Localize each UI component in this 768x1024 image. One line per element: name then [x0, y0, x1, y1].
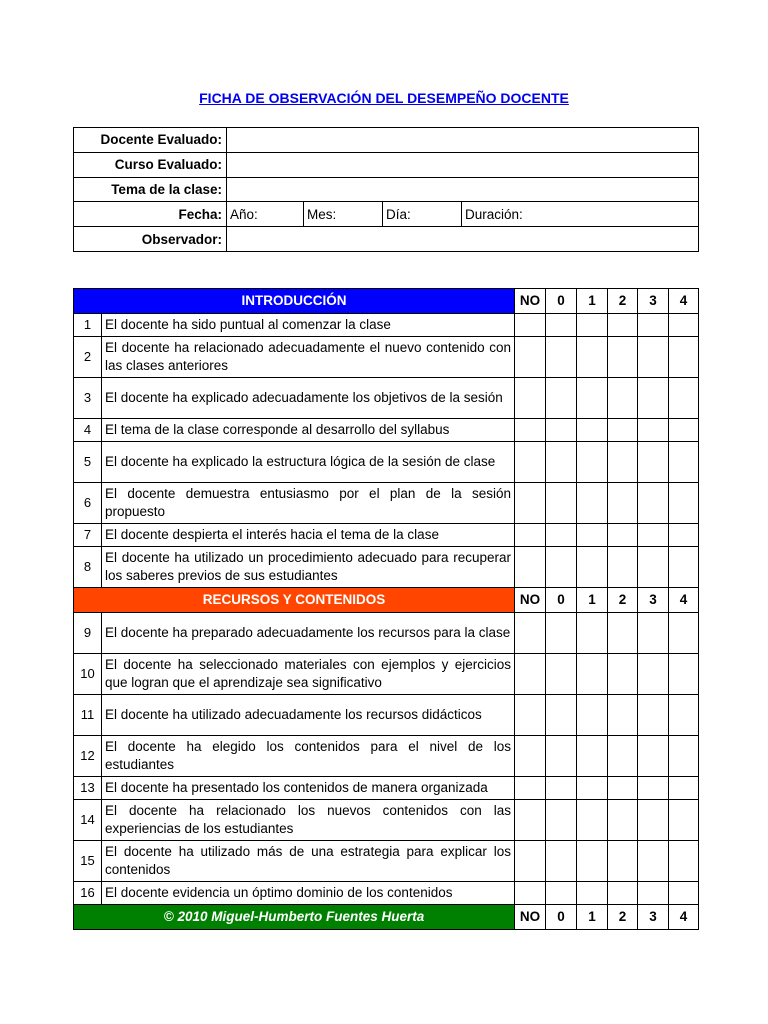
score-cell-2[interactable] [608, 547, 638, 588]
score-cell-0[interactable] [546, 483, 577, 524]
duracion-field[interactable]: Duración: [462, 202, 699, 227]
fecha-label: Fecha: [74, 202, 227, 227]
curso-label: Curso Evaluado: [74, 152, 227, 177]
section-introduccion-header [74, 289, 699, 314]
score-cell-1[interactable] [577, 882, 608, 905]
score-cell-4[interactable] [669, 695, 699, 736]
score-cell-no[interactable] [515, 736, 546, 777]
score-cell-3[interactable] [638, 442, 669, 483]
table-row [74, 378, 699, 419]
table-row [74, 314, 699, 337]
score-cell-1[interactable] [577, 777, 608, 800]
score-cell-0[interactable] [546, 882, 577, 905]
item-criterion: El docente ha preparado adecuadamente los recursos para la clase [102, 613, 515, 654]
score-cell-2[interactable] [608, 613, 638, 654]
section-recursos-header-title: RECURSOS Y CONTENIDOS [74, 588, 515, 613]
score-cell-1[interactable] [577, 841, 608, 882]
score-cell-1[interactable] [577, 337, 608, 378]
score-header-4: 4 [669, 588, 699, 613]
item-criterion: El docente ha explicado la estructura lógica de la sesión de clase [102, 442, 515, 483]
footer-row [74, 905, 699, 930]
score-cell-0[interactable] [546, 613, 577, 654]
table-row [74, 483, 699, 524]
score-cell-3[interactable] [638, 654, 669, 695]
score-cell-0[interactable] [546, 378, 577, 419]
score-cell-4[interactable] [669, 419, 699, 442]
score-header-2: 2 [608, 905, 638, 930]
item-criterion: El docente ha presentado los contenidos de manera organizada [102, 777, 515, 800]
item-criterion: El docente ha elegido los contenidos para el nivel de los estudiantes [102, 736, 515, 777]
item-criterion: El docente despierta el interés hacia el tema de la clase [102, 524, 515, 547]
score-cell-3[interactable] [638, 337, 669, 378]
item-number: 10 [74, 654, 102, 695]
item-number: 6 [74, 483, 102, 524]
item-criterion: El docente ha utilizado un procedimiento adecuado para recuperar los saberes previos de sus estudiantes [102, 547, 515, 588]
score-cell-0[interactable] [546, 337, 577, 378]
score-cell-4[interactable] [669, 378, 699, 419]
score-cell-2[interactable] [608, 314, 638, 337]
score-header-0: 0 [546, 588, 577, 613]
section-introduccion-header-title: INTRODUCCIÓN [74, 289, 515, 314]
dia-field[interactable]: Día: [383, 202, 462, 227]
table-row [74, 841, 699, 882]
score-cell-3[interactable] [638, 419, 669, 442]
score-cell-4[interactable] [669, 736, 699, 777]
score-cell-0[interactable] [546, 736, 577, 777]
score-cell-0[interactable] [546, 547, 577, 588]
table-row [74, 337, 699, 378]
table-row [74, 800, 699, 841]
score-cell-0[interactable] [546, 419, 577, 442]
table-row [74, 695, 699, 736]
table-row [74, 736, 699, 777]
score-cell-4[interactable] [669, 777, 699, 800]
score-header-1: 1 [577, 905, 608, 930]
score-cell-no[interactable] [515, 337, 546, 378]
score-cell-0[interactable] [546, 442, 577, 483]
table-row [74, 613, 699, 654]
score-cell-2[interactable] [608, 800, 638, 841]
score-header-1: 1 [577, 588, 608, 613]
item-number: 9 [74, 613, 102, 654]
docente-field[interactable] [227, 128, 699, 153]
item-number: 14 [74, 800, 102, 841]
score-cell-4[interactable] [669, 337, 699, 378]
score-header-no: NO [515, 588, 546, 613]
score-cell-1[interactable] [577, 314, 608, 337]
item-criterion: El docente evidencia un óptimo dominio de los contenidos [102, 882, 515, 905]
score-cell-0[interactable] [546, 314, 577, 337]
score-cell-1[interactable] [577, 695, 608, 736]
score-header-0: 0 [546, 289, 577, 314]
item-number: 5 [74, 442, 102, 483]
score-cell-no[interactable] [515, 695, 546, 736]
item-number: 11 [74, 695, 102, 736]
score-header-3: 3 [638, 289, 669, 314]
score-cell-2[interactable] [608, 419, 638, 442]
score-cell-2[interactable] [608, 882, 638, 905]
score-cell-3[interactable] [638, 695, 669, 736]
score-cell-no[interactable] [515, 613, 546, 654]
score-cell-3[interactable] [638, 483, 669, 524]
score-cell-2[interactable] [608, 841, 638, 882]
score-cell-3[interactable] [638, 314, 669, 337]
score-cell-no[interactable] [515, 777, 546, 800]
score-cell-4[interactable] [669, 483, 699, 524]
score-cell-no[interactable] [515, 483, 546, 524]
score-cell-no[interactable] [515, 800, 546, 841]
score-cell-4[interactable] [669, 524, 699, 547]
score-cell-2[interactable] [608, 654, 638, 695]
score-cell-4[interactable] [669, 442, 699, 483]
score-cell-1[interactable] [577, 378, 608, 419]
curso-field[interactable] [227, 152, 699, 177]
score-cell-no[interactable] [515, 654, 546, 695]
score-cell-1[interactable] [577, 800, 608, 841]
score-cell-3[interactable] [638, 613, 669, 654]
score-cell-1[interactable] [577, 613, 608, 654]
item-criterion: El docente ha sido puntual al comenzar la clase [102, 314, 515, 337]
observador-label: Observador: [74, 227, 227, 252]
score-cell-2[interactable] [608, 378, 638, 419]
score-cell-3[interactable] [638, 736, 669, 777]
item-criterion: El tema de la clase corresponde al desarrollo del syllabus [102, 419, 515, 442]
mes-field[interactable]: Mes: [304, 202, 383, 227]
observador-row [74, 227, 699, 252]
tema-field[interactable] [227, 177, 699, 202]
score-cell-3[interactable] [638, 777, 669, 800]
score-cell-no[interactable] [515, 841, 546, 882]
score-cell-3[interactable] [638, 547, 669, 588]
anio-field[interactable]: Año: [227, 202, 304, 227]
score-header-2: 2 [608, 588, 638, 613]
score-cell-4[interactable] [669, 314, 699, 337]
score-cell-0[interactable] [546, 800, 577, 841]
score-cell-2[interactable] [608, 337, 638, 378]
page-title: FICHA DE OBSERVACIÓN DEL DESEMPEÑO DOCENTE [199, 90, 569, 106]
table-row [74, 654, 699, 695]
score-cell-1[interactable] [577, 524, 608, 547]
docente-row [74, 128, 699, 153]
table-row [74, 442, 699, 483]
section-recursos-header [74, 588, 699, 613]
score-cell-4[interactable] [669, 654, 699, 695]
item-criterion: El docente ha utilizado más de una estrategia para explicar los contenidos [102, 841, 515, 882]
score-cell-2[interactable] [608, 524, 638, 547]
score-header-3: 3 [638, 588, 669, 613]
item-criterion: El docente ha utilizado adecuadamente los recursos didácticos [102, 695, 515, 736]
score-cell-no[interactable] [515, 378, 546, 419]
table-row [74, 524, 699, 547]
score-cell-4[interactable] [669, 547, 699, 588]
item-number: 4 [74, 419, 102, 442]
score-header-no: NO [515, 905, 546, 930]
header-info-table [73, 127, 699, 252]
item-number: 7 [74, 524, 102, 547]
score-cell-4[interactable] [669, 841, 699, 882]
table-row [74, 777, 699, 800]
score-header-3: 3 [638, 905, 669, 930]
score-cell-1[interactable] [577, 442, 608, 483]
score-cell-0[interactable] [546, 524, 577, 547]
score-header-no: NO [515, 289, 546, 314]
item-criterion: El docente ha relacionado los nuevos contenidos con las experiencias de los estudiantes [102, 800, 515, 841]
score-cell-4[interactable] [669, 882, 699, 905]
score-cell-0[interactable] [546, 777, 577, 800]
item-criterion: El docente ha relacionado adecuadamente el nuevo contenido con las clases anteriores [102, 337, 515, 378]
score-cell-2[interactable] [608, 736, 638, 777]
score-cell-2[interactable] [608, 442, 638, 483]
item-criterion: El docente ha seleccionado materiales con ejemplos y ejercicios que logran que el aprendizaje sea significativo [102, 654, 515, 695]
score-cell-3[interactable] [638, 800, 669, 841]
item-number: 13 [74, 777, 102, 800]
score-cell-4[interactable] [669, 800, 699, 841]
copyright-notice: © 2010 Miguel-Humberto Fuentes Huerta [74, 905, 515, 930]
score-cell-2[interactable] [608, 695, 638, 736]
score-header-2: 2 [608, 289, 638, 314]
score-cell-3[interactable] [638, 882, 669, 905]
item-number: 8 [74, 547, 102, 588]
tema-label: Tema de la clase: [74, 177, 227, 202]
evaluation-table [73, 288, 699, 930]
item-number: 1 [74, 314, 102, 337]
item-number: 3 [74, 378, 102, 419]
score-cell-1[interactable] [577, 419, 608, 442]
score-cell-2[interactable] [608, 777, 638, 800]
tema-row [74, 177, 699, 202]
score-cell-2[interactable] [608, 483, 638, 524]
docente-label: Docente Evaluado: [74, 128, 227, 153]
item-number: 2 [74, 337, 102, 378]
score-cell-0[interactable] [546, 654, 577, 695]
score-cell-1[interactable] [577, 654, 608, 695]
score-header-0: 0 [546, 905, 577, 930]
score-cell-no[interactable] [515, 882, 546, 905]
score-cell-1[interactable] [577, 483, 608, 524]
score-cell-no[interactable] [515, 547, 546, 588]
score-cell-no[interactable] [515, 442, 546, 483]
score-header-1: 1 [577, 289, 608, 314]
score-cell-0[interactable] [546, 695, 577, 736]
score-cell-0[interactable] [546, 841, 577, 882]
score-cell-3[interactable] [638, 378, 669, 419]
score-cell-1[interactable] [577, 736, 608, 777]
fecha-row [74, 202, 699, 227]
score-cell-no[interactable] [515, 314, 546, 337]
score-cell-3[interactable] [638, 841, 669, 882]
item-number: 16 [74, 882, 102, 905]
observador-field[interactable] [227, 227, 699, 252]
score-cell-1[interactable] [577, 547, 608, 588]
item-criterion: El docente ha explicado adecuadamente los objetivos de la sesión [102, 378, 515, 419]
score-cell-no[interactable] [515, 524, 546, 547]
table-row [74, 419, 699, 442]
score-cell-3[interactable] [638, 524, 669, 547]
score-cell-4[interactable] [669, 613, 699, 654]
item-number: 12 [74, 736, 102, 777]
score-header-4: 4 [669, 905, 699, 930]
table-row [74, 547, 699, 588]
item-criterion: El docente demuestra entusiasmo por el plan de la sesión propuesto [102, 483, 515, 524]
score-cell-no[interactable] [515, 419, 546, 442]
curso-row [74, 152, 699, 177]
score-header-4: 4 [669, 289, 699, 314]
table-row [74, 882, 699, 905]
item-number: 15 [74, 841, 102, 882]
